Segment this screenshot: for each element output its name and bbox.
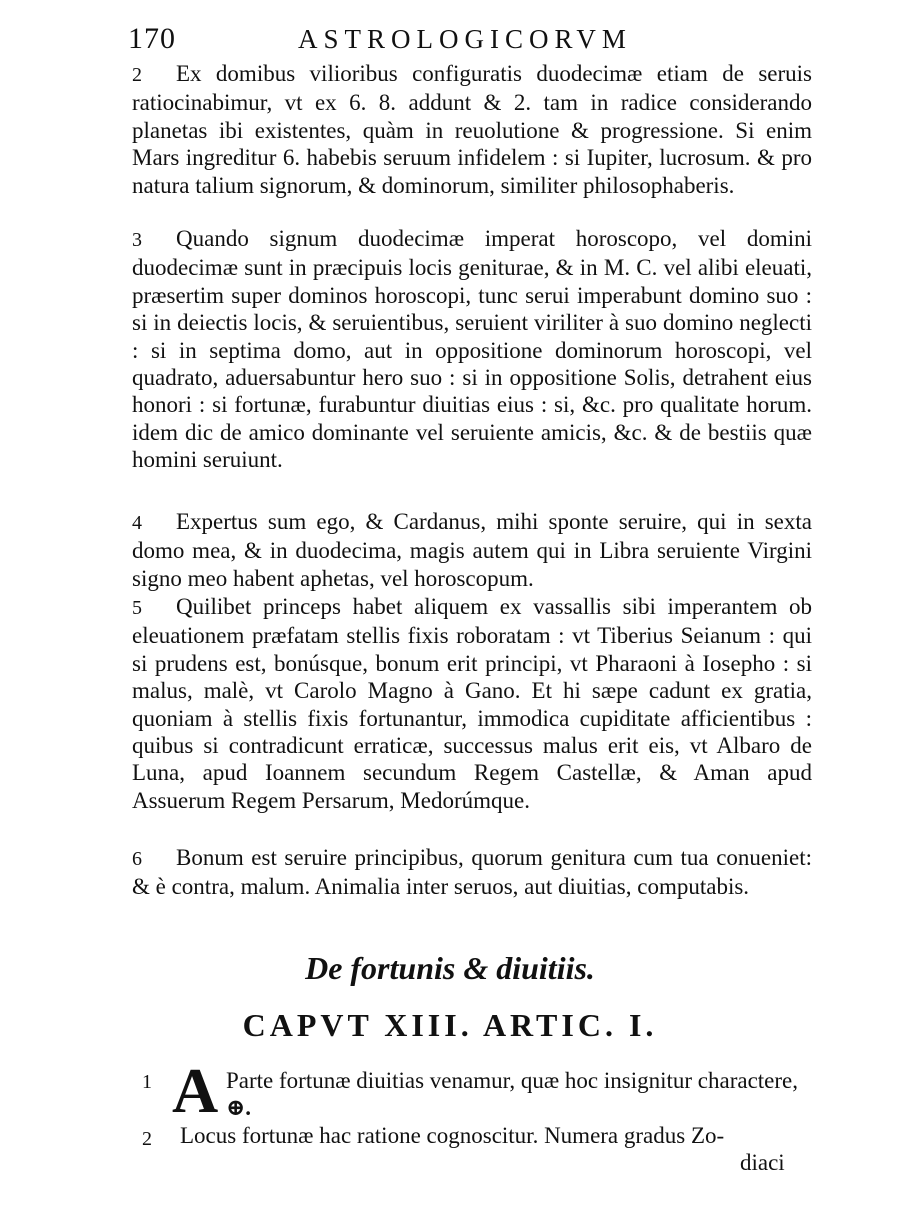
article-number: 2 [142, 1128, 152, 1150]
article-text [226, 1067, 806, 1121]
paragraph-text: Quilibet princeps habet aliquem ex vassallis sibi imperantem ob eleuationem præfatam stellis fixis roboratam : vt Tiberius Seianum : qui si prudens est, bonúsque, bonum erit principi, vt Pharaoni à Iosepho : si malus, malè, vt Carolo Magno à Gano. Et hi sæpe cadunt ex gratia, quoniam à stellis fixis fortunantur, immodica cupiditate afficientibus : quibus si contradicunt erraticæ, successus malus erit eis, vt Albaro de Luna, apud Ioannem secundum Regem Castellæ, & Aman apud Assuerum Regem Persarum, Medorúmque. [132, 594, 812, 813]
paragraph-text: Ex domibus vilioribus configuratis duodecimæ etiam de seruis ratiocinabimur, vt ex 6. 8. addunt & 2. tam in radice considerando planetas ibi existentes, quàm in reuolutione & progressione. Si enim Mars ingreditur 6. habebis seruum infidelem : si Iupiter, lucrosum. & pro natura talium signorum, & dominorum, similiter philosophaberis. [132, 61, 812, 198]
paragraph-4 [132, 508, 812, 592]
paragraph-text: Quando signum duodecimæ imperat horoscopo, vel domini duodecimæ sunt in præcipuis locis geniturae, & in M. C. vel alibi eleuati, præsertim super dominos horoscopi, tunc serui imperabunt domino suo : si in deiectis locis, & seruientibus, seruient viriliter à suo domino neglecti : si in septima domo, aut in oppositione dominorum horoscopi, vel quadrato, aduersabuntur hero suo : si in oppositione Solis, detrahent eius honori : si fortunæ, furabuntur diuitias eius : si, &c. pro qualitate horum. idem dic de amico dominante vel seruiente amicis, &c. & de bestiis quæ homini seruiunt. [132, 226, 812, 473]
paragraph-3 [132, 225, 812, 474]
part-of-fortune-symbol: ⊕. [226, 1095, 252, 1120]
paragraph-number: 3 [132, 229, 142, 251]
drop-cap: A [172, 1055, 219, 1126]
page-header [128, 22, 828, 56]
paragraph-number: 2 [132, 64, 142, 86]
paragraph-number: 6 [132, 848, 142, 870]
paragraph-5 [132, 593, 812, 814]
page-number: 170 [128, 22, 176, 55]
paragraph-number: 5 [132, 597, 142, 619]
article-text-body: Parte fortunæ diuitias venamur, quæ hoc insignitur charactere, [226, 1068, 799, 1093]
section-title: De fortunis & diuitiis. [305, 950, 595, 986]
paragraph-text: Bonum est seruire principibus, quorum genitura cum tua conueniet: & è contra, malum. Animalia inter seruos, aut diuitias, computabis. [132, 845, 812, 900]
running-head: ASTROLOGICORVM [298, 24, 632, 54]
catchword: diaci [740, 1150, 785, 1175]
chapter-title: CAPVT XIII. ARTIC. I. [242, 1007, 658, 1043]
paragraph-2 [132, 60, 812, 199]
paragraph-number: 4 [132, 512, 142, 534]
paragraph-text: Expertus sum ego, & Cardanus, mihi sponte seruire, qui in sexta domo mea, & in duodecima, magis autem qui in Libra seruiente Virgini signo meo habent aphetas, vel horoscopum. [132, 509, 812, 591]
article-text: Locus fortunæ hac ratione cognoscitur. Numera gradus Zo- [180, 1123, 725, 1148]
paragraph-6 [132, 844, 812, 901]
article-number: 1 [142, 1071, 152, 1093]
